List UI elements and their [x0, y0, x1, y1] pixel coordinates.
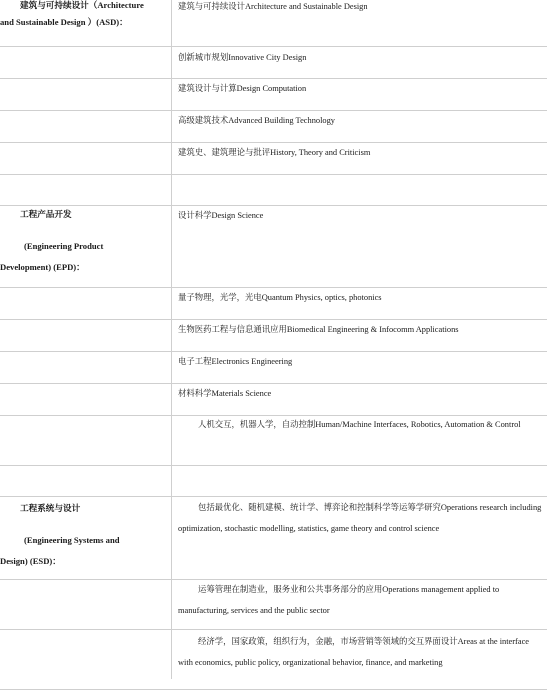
section-title-line: 工程系统与设计: [20, 503, 81, 513]
section-title-asd: [0, 0, 170, 28]
list-item: 材料科学Materials Science: [178, 389, 272, 398]
section-title-line: 工程产品开发: [20, 209, 72, 219]
list-item: 量子物理，光学，光电Quantum Physics, optics, photonics: [178, 293, 382, 302]
list-item: 高级建筑技术Advanced Building Technology: [178, 116, 335, 125]
section-title-line: 建筑与可持续设计（Architecture: [20, 0, 144, 10]
list-item: 包括最优化、随机建模、统计学、博弈论和控制科学等运筹学研究Operations research including optimization, stochastic modelling, statistics, game theory and control science: [178, 503, 542, 533]
list-item: 建筑史、建筑理论与批评History, Theory and Criticism: [178, 148, 371, 157]
empty-row: [0, 466, 547, 497]
list-item: 人机交互，机器人学，自动控制Human/Machine Interfaces, Robotics, Automation & Control: [198, 420, 521, 429]
section-title-line: Design) (ESD)：: [0, 556, 61, 566]
list-item: 运筹管理在制造业，服务业和公共事务部分的应用Operations management applied to manufacturing, services and the public sector: [178, 585, 500, 615]
list-item: 生物医药工程与信息通讯应用Biomedical Engineering & Infocomm Applications: [178, 325, 459, 334]
list-item: 建筑与可持续设计Architecture and Sustainable Design: [178, 2, 368, 11]
section-title-line: (Engineering Systems and: [24, 535, 120, 545]
list-item: 建筑设计与计算Design Computation: [178, 84, 307, 93]
section-title-line: (Engineering Product: [24, 241, 104, 251]
section-title-line: and Sustainable Design ）(ASD)：: [0, 17, 128, 27]
section-title-esd: [0, 503, 170, 567]
list-item: 电子工程Electronics Engineering: [178, 357, 293, 366]
list-item: 经济学，国家政策，组织行为，金融，市场营销等领域的交互界面设计Areas at the interface with economics, public policy, organizational behavior, finance, and marketing: [178, 637, 529, 667]
section-title-epd: [0, 209, 170, 273]
section-title-line: Development) (EPD)：: [0, 262, 85, 272]
empty-row: [0, 175, 547, 206]
list-item: 设计科学Design Science: [178, 211, 264, 220]
list-item: 创新城市规划Innovative City Design: [178, 53, 307, 62]
